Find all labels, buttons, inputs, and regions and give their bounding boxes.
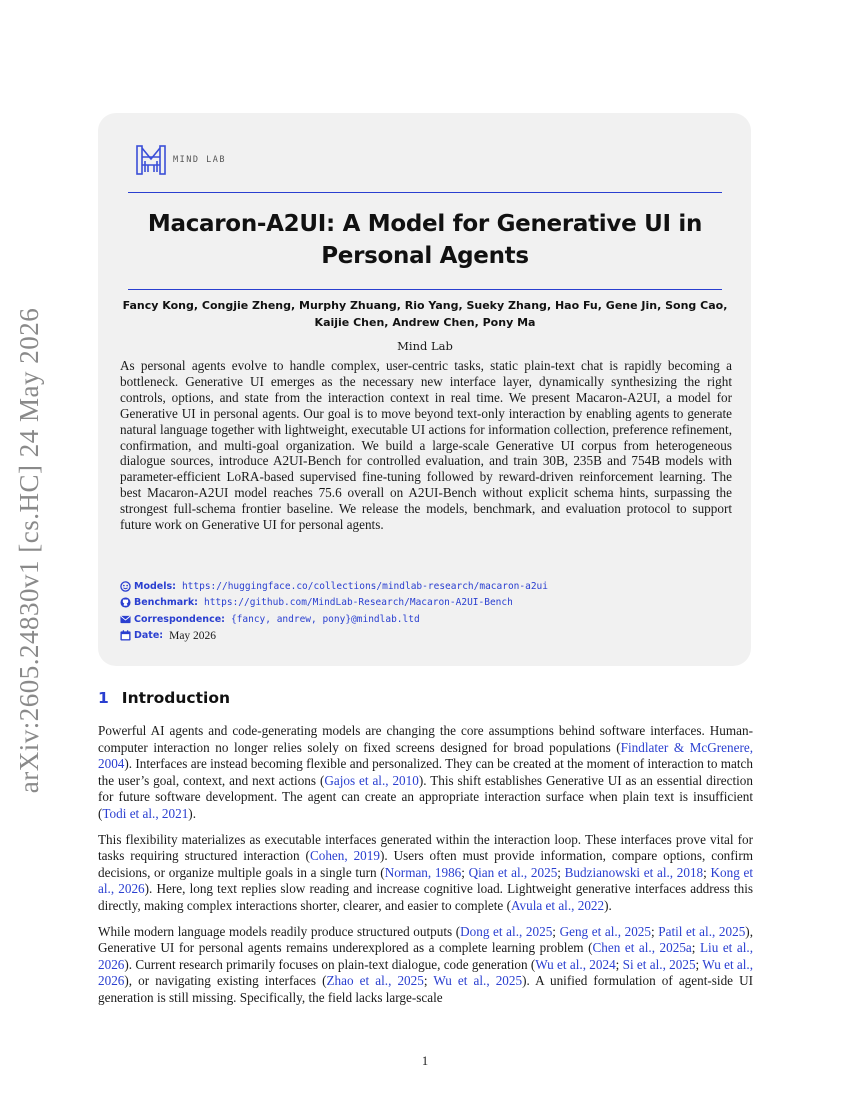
- citation-link[interactable]: Liu et al., 2026: [98, 940, 753, 972]
- citation-link[interactable]: Findlater & McGrenere, 2004: [98, 739, 753, 772]
- body-text-span: ).: [604, 897, 612, 913]
- hugging-face-icon: [120, 581, 131, 592]
- meta-models-row: [120, 578, 720, 595]
- body-text-span: While modern language models readily produce structured outputs (: [98, 923, 461, 939]
- meta-correspondence-label: Correspondence:: [134, 613, 225, 625]
- author-name: Fancy Kong: [122, 299, 194, 312]
- body-text-span: ). Users often must provide information, compare options, confirm decisions, or organize multiple goals in a single turn (: [98, 848, 753, 880]
- author-name: Andrew Chen: [392, 316, 475, 329]
- author-name: Kaijie Chen: [314, 316, 385, 329]
- citation-link[interactable]: Wu et al., 2025: [433, 973, 523, 989]
- citation-link[interactable]: Wu et al., 2026: [98, 956, 754, 989]
- author-name: Hao Fu: [554, 299, 598, 312]
- citation-link[interactable]: Chen et al., 2025a: [592, 940, 692, 956]
- mind-lab-logo-icon: [136, 145, 166, 175]
- author-name: Pony Ma: [482, 316, 536, 329]
- title-bottom-rule: [128, 289, 722, 290]
- author-separator: ,: [384, 316, 393, 329]
- citation-link[interactable]: Si et al., 2025: [622, 956, 696, 972]
- page-number: 1: [421, 1054, 429, 1068]
- calendar-icon: [120, 630, 131, 641]
- author-name: Gene Jin: [605, 299, 658, 312]
- citation-link[interactable]: Patil et al., 2025: [658, 923, 746, 939]
- citation-link[interactable]: Geng et al., 2025: [559, 923, 651, 939]
- section-heading: [98, 689, 230, 707]
- meta-date-row: [120, 628, 720, 645]
- citation-link[interactable]: Budzianowski et al., 2018: [564, 864, 704, 880]
- citation-link[interactable]: Norman, 1986: [384, 864, 462, 880]
- body-text-span: ). Current research primarily focuses on plain-text dialogue, code generation (: [124, 956, 536, 972]
- arxiv-stamp-text: arXiv:2605.24830v1 [cs.HC] 24 May 2026: [14, 307, 45, 793]
- title-top-rule: [128, 192, 722, 193]
- mind-lab-logo-text: MIND LAB: [173, 155, 226, 165]
- author-separator: ,: [291, 299, 300, 312]
- citation-link[interactable]: Todi et al., 2021: [102, 805, 189, 821]
- author-name: Congjie Zheng: [201, 299, 292, 312]
- body-text-span: This flexibility materializes as executable interfaces generated within the interaction loop. These interfaces prove vital for tasks requiring structured interaction (: [98, 831, 753, 864]
- author-separator: ,: [723, 299, 728, 312]
- correspondence-email[interactable]: {fancy, andrew, pony}@mindlab.ltd: [230, 613, 420, 625]
- body-text-span: ;: [461, 864, 469, 880]
- body-text-span: ), or navigating existing interfaces (: [124, 973, 327, 989]
- paper-metadata: [120, 578, 720, 644]
- citation-link[interactable]: Qian et al., 2025: [468, 864, 558, 880]
- meta-benchmark-row: [120, 595, 720, 612]
- author-name: Murphy Zhuang: [299, 299, 397, 312]
- author-separator: ,: [597, 299, 606, 312]
- mind-lab-logo: [136, 145, 226, 175]
- author-name: Sueky Zhang: [466, 299, 547, 312]
- author-separator: ,: [546, 299, 555, 312]
- benchmark-link[interactable]: https://github.com/MindLab-Research/Macaron-A2UI-Bench: [203, 597, 513, 609]
- paper-title-line-1: Macaron-A2UI: A Model for Generative UI in: [147, 211, 703, 237]
- author-separator: ,: [474, 316, 483, 329]
- author-name: Rio Yang: [404, 299, 459, 312]
- meta-benchmark-label: Benchmark:: [134, 597, 198, 609]
- citation-link[interactable]: Wu et al., 2024: [535, 956, 616, 972]
- models-link[interactable]: https://huggingface.co/collections/mindlab-research/macaron-a2ui: [181, 580, 548, 592]
- affiliation: Mind Lab: [397, 339, 453, 353]
- citation-link[interactable]: Gajos et al., 2010: [324, 772, 419, 788]
- meta-date-label: Date:: [134, 630, 164, 642]
- citation-link[interactable]: Cohen, 2019: [309, 848, 380, 864]
- author-separator: ,: [193, 299, 202, 312]
- body-text-span: ). Interfaces are instead becoming flexible and personalized. They can be created at the moment of interaction to match the user’s goal, context, and next actions (: [98, 756, 753, 788]
- arxiv-stamp: [8, 300, 52, 800]
- body-text-span: ;: [691, 940, 700, 956]
- envelope-icon: [120, 614, 131, 625]
- body-text-span: ), Generative UI for personal agents remains underexplored as a complete learning problem (: [98, 923, 753, 956]
- body-paragraph: [98, 723, 753, 823]
- body-text-span: ;: [703, 864, 711, 880]
- author-separator: ,: [458, 299, 467, 312]
- citation-link[interactable]: Kong et al., 2026: [98, 864, 753, 897]
- body-text-span: ;: [552, 923, 560, 939]
- citation-link[interactable]: Avula et al., 2022: [510, 897, 605, 913]
- author-name: Song Cao: [665, 299, 724, 312]
- paper-header-card: [98, 113, 751, 666]
- section-number: 1: [98, 689, 109, 707]
- body-text-span: ).: [188, 805, 196, 821]
- meta-date-value: May 2026: [169, 629, 217, 642]
- citation-link[interactable]: Zhao et al., 2025: [326, 973, 424, 989]
- author-separator: ,: [657, 299, 666, 312]
- introduction-body: [98, 723, 753, 1016]
- body-text-span: ;: [650, 923, 659, 939]
- body-text-span: ;: [695, 956, 703, 972]
- body-paragraph: [98, 832, 753, 915]
- abstract: As personal agents evolve to handle complex, user-centric tasks, static plain-text chat is rapidly becoming a bottleneck. Generative UI emerges as the necessary new interface layer, dynamically synthesizing the right controls, options, and state from the interaction context in real time. We present Macaron-A2UI, a model for Generative UI in personal agents. Our goal is to move beyond text-only interaction by enabling agents to generate natural language together with lightweight, executable UI actions for information collection, preference refinement, confirmation, and multi-goal organization. We build a large-scale Generative UI corpus from heterogeneous dialogue sources, introduce A2UI-Bench for controlled evaluation, and train 30B, 235B and 754B models with parameter-efficient LoRA-based supervised fine-tuning followed by reward-driven reinforcement learning. The best Macaron-A2UI model reaches 75.6 overall on A2UI-Bench without explicit schema hints, surpassing the strongest full-schema frontier baseline. We release the models, benchmark, and evaluation protocol to support future work on Generative UI for personal agents.: [120, 358, 732, 533]
- meta-correspondence-row: [120, 611, 720, 628]
- author-list: [118, 297, 732, 331]
- body-text-span: ;: [557, 864, 565, 880]
- github-icon: [120, 597, 131, 608]
- body-paragraph: [98, 924, 753, 1007]
- citation-link[interactable]: Dong et al., 2025: [460, 923, 553, 939]
- paper-title-line-2: Personal Agents: [321, 243, 529, 269]
- body-text-span: ;: [615, 956, 623, 972]
- author-separator: ,: [396, 299, 405, 312]
- body-text-span: ). A unified formulation of agent-side UI generation is still missing. Specifically, the field lacks large-scale: [98, 973, 754, 1005]
- meta-models-label: Models:: [134, 580, 176, 592]
- paper-title: [128, 208, 722, 272]
- body-text-span: ;: [423, 973, 434, 989]
- body-text-span: ). This shift establishes Generative UI as an essential direction for future software development. The agent can create an appropriate interaction surface when plain text is insufficient (: [98, 772, 753, 821]
- body-text-span: ). Here, long text replies slow reading and increase cognitive load. Lightweight generative interfaces address this directly, making complex interactions shorter, clearer, and easier to complete (: [98, 881, 753, 913]
- section-title: Introduction: [121, 689, 231, 707]
- body-text-span: Powerful AI agents and code-generating models are changing the core assumptions behind software interfaces. Human-computer interaction no longer relies solely on fixed screens designed for broad populations (: [98, 723, 753, 755]
